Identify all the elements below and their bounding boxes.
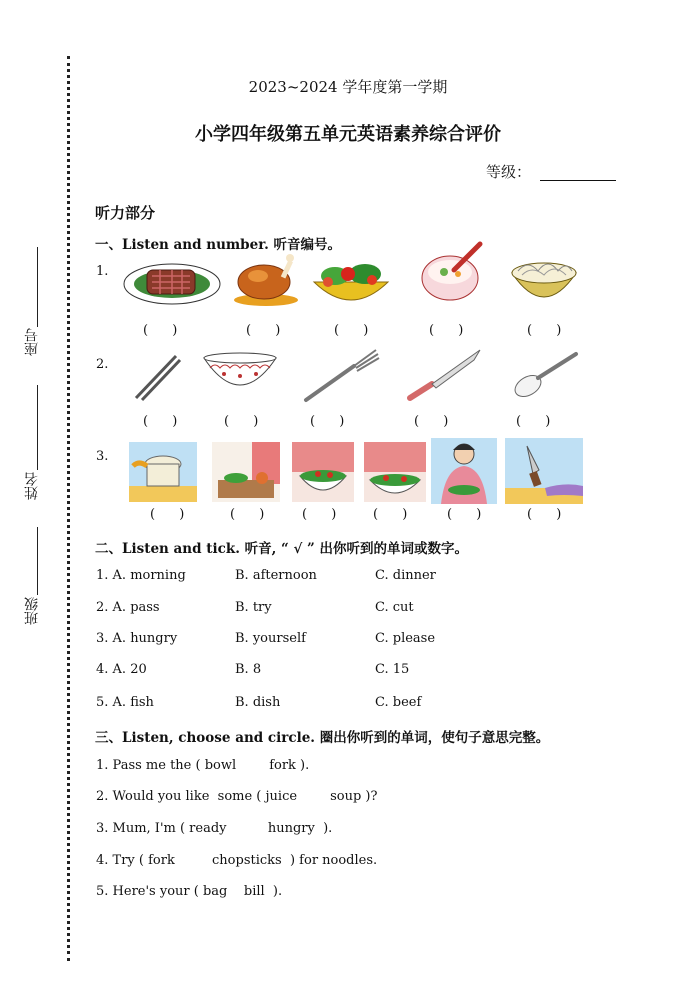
circle-sentence[interactable]: 2. Would you like some ( juice soup )? [96, 789, 378, 804]
steak-plate-picture [122, 256, 222, 308]
chopsticks-picture [130, 350, 182, 402]
fork-picture [300, 348, 380, 404]
page-title: 小学四年级第五单元英语素养综合评价 [195, 124, 501, 145]
answer-paren[interactable]: ( ) [224, 414, 269, 429]
spoon-picture [510, 348, 582, 400]
option-a[interactable]: 5. A. fish [96, 695, 154, 710]
option-c[interactable]: C. cut [375, 600, 414, 615]
listening-heading: 听力部分 [95, 204, 156, 222]
option-a[interactable]: 1. A. morning [96, 568, 186, 583]
answer-paren[interactable]: ( ) [516, 414, 561, 429]
knife-picture [404, 346, 484, 402]
option-b[interactable]: B. afternoon [235, 568, 317, 583]
seat-line [37, 247, 38, 327]
answer-paren[interactable]: ( ) [334, 323, 379, 338]
circle-sentence[interactable]: 5. Here's your ( bag bill ). [96, 884, 283, 899]
option-c[interactable]: C. beef [375, 695, 422, 710]
binding-dotted-line [67, 56, 70, 961]
open-pot-picture [129, 442, 197, 502]
row3-number: 3. [96, 449, 109, 464]
bowl-picture [200, 350, 280, 400]
option-c[interactable]: C. please [375, 631, 436, 646]
answer-paren[interactable]: ( ) [230, 507, 275, 522]
answer-paren[interactable]: ( ) [373, 507, 418, 522]
adding-dressing-picture [364, 442, 426, 502]
option-b[interactable]: B. 8 [235, 662, 262, 677]
grade-blank[interactable] [540, 180, 616, 181]
answer-paren[interactable]: ( ) [310, 414, 355, 429]
answer-paren[interactable]: ( ) [527, 507, 572, 522]
part2-heading: 二、Listen and tick. 听音, “ √ ” 出你听到的单词或数字。 [95, 541, 469, 557]
answer-paren[interactable]: ( ) [246, 323, 291, 338]
row1-number: 1. [96, 264, 109, 279]
answer-paren[interactable]: ( ) [527, 323, 572, 338]
part3-heading: 三、Listen, choose and circle. 圈出你听到的单词，使句子意思完整。 [95, 730, 550, 746]
option-a[interactable]: 2. A. pass [96, 600, 160, 615]
option-b[interactable]: B. try [235, 600, 272, 615]
answer-paren[interactable]: ( ) [143, 414, 188, 429]
option-b[interactable]: B. yourself [235, 631, 306, 646]
holding-knife-picture [505, 438, 583, 504]
grade-label: 等级： [486, 163, 532, 181]
option-c[interactable]: C. 15 [375, 662, 410, 677]
tasting-salad-picture [431, 438, 497, 504]
mixing-salad-picture [292, 442, 354, 502]
answer-paren[interactable]: ( ) [150, 507, 195, 522]
answer-paren[interactable]: ( ) [302, 507, 347, 522]
circle-sentence[interactable]: 1. Pass me the ( bowl fork ). [96, 758, 310, 773]
circle-sentence[interactable]: 4. Try ( fork chopsticks ) for noodles. [96, 853, 378, 868]
answer-paren[interactable]: ( ) [447, 507, 492, 522]
class-line [37, 527, 38, 595]
answer-paren[interactable]: ( ) [414, 414, 459, 429]
cutting-vegetables-picture [212, 442, 280, 502]
class-label: 班级 [24, 597, 40, 625]
part1-heading: 一、Listen and number. 听音编号。 [95, 237, 341, 253]
school-year: 2023~2024 学年度第一学期 [248, 78, 448, 96]
option-a[interactable]: 4. A. 20 [96, 662, 147, 677]
row2-number: 2. [96, 357, 109, 372]
name-line [37, 385, 38, 470]
option-c[interactable]: C. dinner [375, 568, 436, 583]
option-a[interactable]: 3. A. hungry [96, 631, 178, 646]
roast-chicken-picture [232, 250, 300, 308]
noodles-bowl-picture [508, 251, 580, 309]
soup-bowl-picture [418, 238, 488, 308]
name-label: 姓名 [24, 472, 40, 500]
answer-paren[interactable]: ( ) [429, 323, 474, 338]
answer-paren[interactable]: ( ) [143, 323, 188, 338]
circle-sentence[interactable]: 3. Mum, I'm ( ready hungry ). [96, 821, 333, 836]
vegetable-salad-picture [310, 254, 392, 308]
seat-label: 座号 [24, 328, 40, 356]
option-b[interactable]: B. dish [235, 695, 281, 710]
